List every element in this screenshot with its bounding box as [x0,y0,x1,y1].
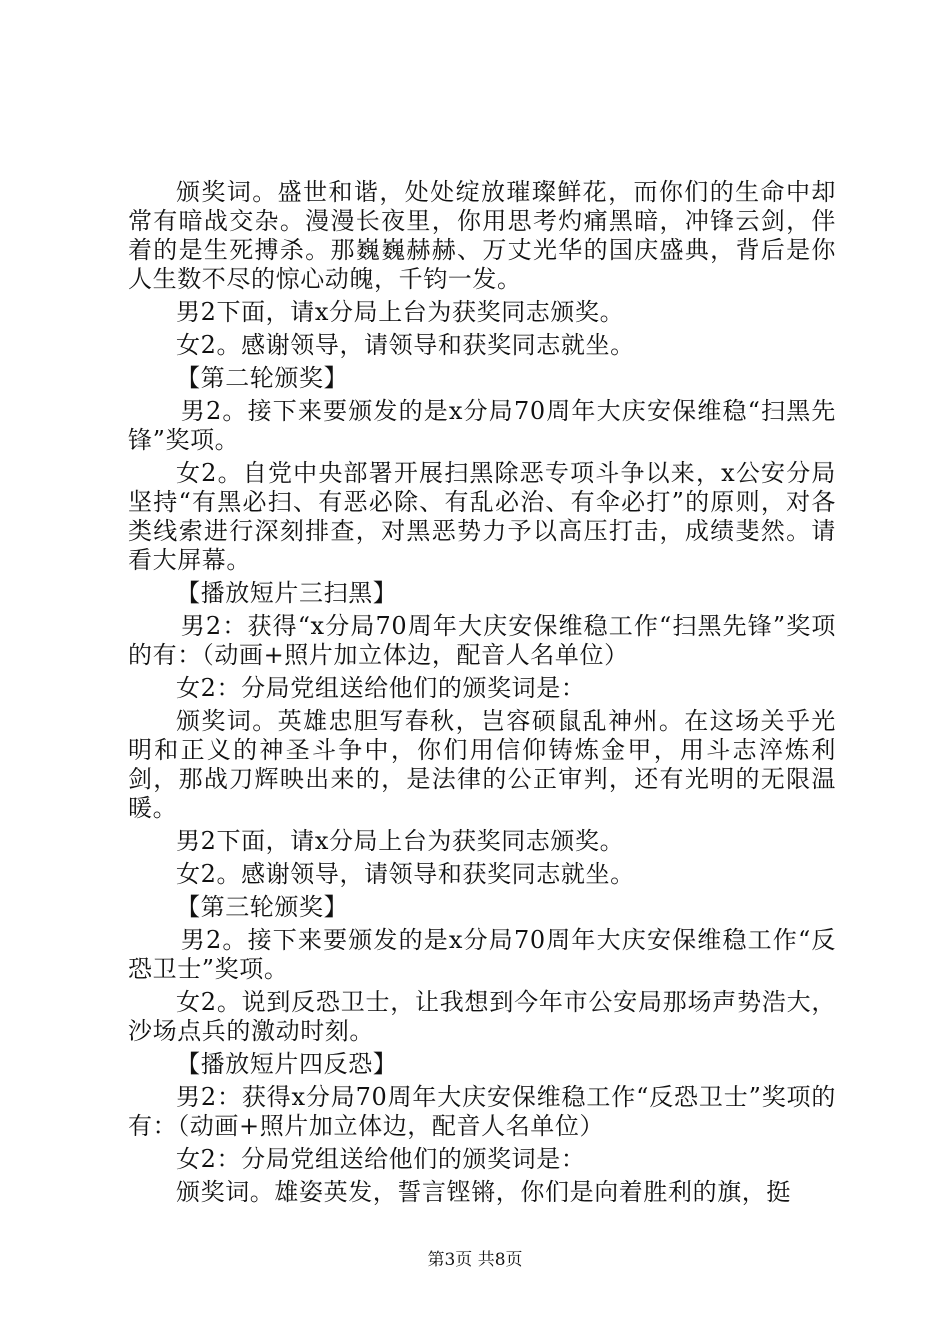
paragraph-award-speech-2: 颁奖词。英雄忠胆写春秋，岂容硕鼠乱神州。在这场关乎光明和正义的神圣斗争中，你们用信仰铸炼金甲，用斗志淬炼利剑，那战刀辉映出来的，是法律的公正审判，还有光明的无限温暖。 [128,707,836,822]
paragraph-award-speech-1: 颁奖词。盛世和谐，处处绽放璀璨鲜花，而你们的生命中却常有暗战交杂。漫漫长夜里，你用思考灼痛黑暗，冲锋云剑，伴着的是生死搏杀。那巍巍赫赫、万丈光华的国庆盛典，背后是你人生数不尽的惊心动魄，千钧一发。 [128,178,836,293]
section-heading-round-3: 【第三轮颁奖】 [176,893,349,921]
paragraph-female2-intro-3: 女2。说到反恐卫士，让我想到今年市公安局那场声势浩大，沙场点兵的激动时刻。 [128,988,836,1045]
document-body [128,178,836,1211]
paragraph-female2-speech-intro-3: 女2：分局党组送给他们的颁奖词是： [176,1145,586,1173]
paragraph-male2-announce-2: 男2。接下来要颁发的是x分局70周年大庆安保维稳“扫黑先锋”奖项。 [128,397,836,454]
stage-direction-clip-4: 【播放短片四反恐】 [176,1050,398,1078]
paragraph-female2-speech-intro-2: 女2：分局党组送给他们的颁奖词是： [176,674,586,702]
paragraph-female2-thanks-1: 女2。感谢领导，请领导和获奖同志就坐。 [176,331,635,359]
paragraph-male2-announce-3: 男2。接下来要颁发的是x分局70周年大庆安保维稳工作“反恐卫士”奖项。 [128,926,836,983]
paragraph-female2-intro-2: 女2。自党中央部署开展扫黑除恶专项斗争以来，x公安分局坚持“有黑必扫、有恶必除、有乱必治、有伞必打”的原则，对各类线索进行深刻排查，对黑恶势力予以高压打击，成绩斐然。请看大屏幕。 [128,459,836,574]
stage-direction-clip-3: 【播放短片三扫黑】 [176,579,398,607]
paragraph-male2-invite-1: 男2下面，请x分局上台为获奖同志颁奖。 [176,298,625,326]
paragraph-award-speech-3: 颁奖词。雄姿英发，誓言铿锵，你们是向着胜利的旗，挺 [176,1178,791,1206]
paragraph-male2-winners-3: 男2：获得x分局70周年大庆安保维稳工作“反恐卫士”奖项的有：（动画+照片加立体边，配音人名单位） [128,1083,836,1140]
page-footer: 第3页 共8页 [427,1250,523,1270]
paragraph-male2-winners-2: 男2：获得“x分局70周年大庆安保维稳工作“扫黑先锋”奖项的有：（动画+照片加立体边，配音人名单位） [128,612,836,669]
section-heading-round-2: 【第二轮颁奖】 [176,364,349,392]
paragraph-female2-thanks-2: 女2。感谢领导，请领导和获奖同志就坐。 [176,860,635,888]
paragraph-male2-invite-2: 男2下面，请x分局上台为获奖同志颁奖。 [176,827,625,855]
